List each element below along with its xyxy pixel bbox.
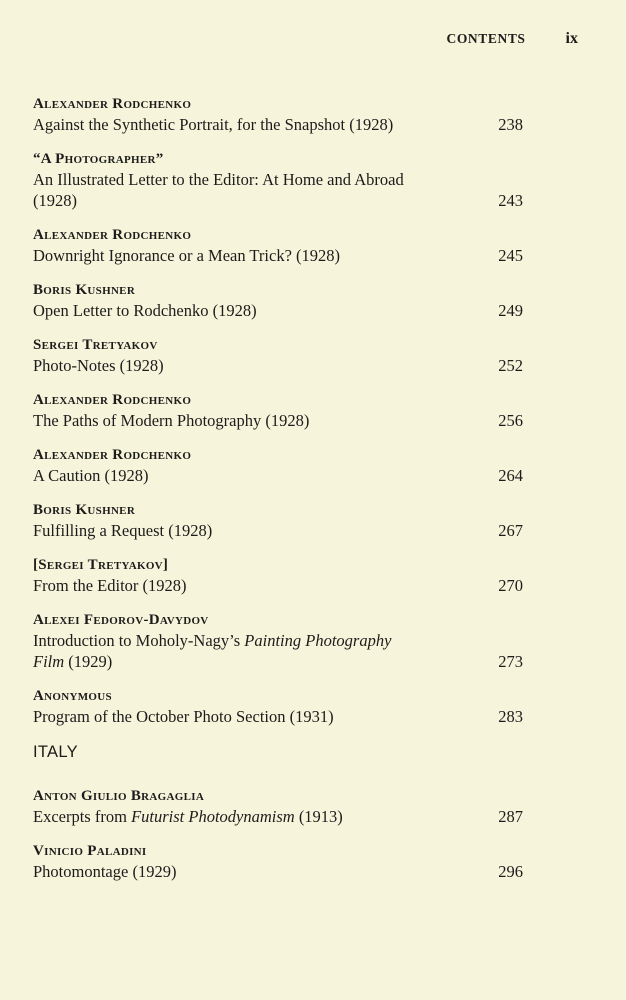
entry-title-line: [33, 520, 523, 541]
entry-title: Downright Ignorance or a Mean Trick? (1928): [33, 246, 341, 265]
table-of-contents: [33, 94, 523, 896]
entry-title-italic: Painting Photography: [244, 631, 392, 650]
entry-title-line: [33, 861, 523, 882]
entry-page: 264: [498, 466, 523, 485]
entry-title: Program of the October Photo Section (1931): [33, 707, 334, 726]
entry-page: 267: [498, 521, 523, 540]
entry-title-line: [33, 806, 523, 827]
entry-author: Sergei Tretyakov: [33, 337, 158, 353]
entry-title-date: (1913): [294, 807, 343, 826]
entry-title-line: [33, 190, 523, 211]
entry-title-italic: Film: [33, 652, 65, 671]
entry-title-italic: Futurist Photodynamism: [131, 807, 295, 826]
entry-author: Alexei Fedorov-Davydov: [33, 612, 209, 628]
running-head: [446, 30, 578, 48]
entry-author: Alexander Rodchenko: [33, 96, 192, 112]
toc-entry: [33, 225, 523, 266]
entry-author: Boris Kushner: [33, 502, 136, 518]
entry-title-line: [33, 355, 523, 376]
entry-page: 245: [498, 246, 523, 265]
entry-title: Fulfilling a Request (1928): [33, 521, 213, 540]
entry-title-line: [33, 630, 523, 651]
toc-entry: [33, 445, 523, 486]
toc-entry: [33, 555, 523, 596]
entry-page: 273: [498, 652, 523, 671]
entry-author: Anonymous: [33, 688, 112, 704]
entry-page: 238: [498, 115, 523, 134]
entry-title-line: [33, 300, 523, 321]
entry-title: Against the Synthetic Portrait, for the Snapshot (1928): [33, 115, 394, 134]
entry-page: 249: [498, 301, 523, 320]
entry-page: 243: [498, 191, 523, 210]
page-folio: ix: [565, 30, 578, 47]
entry-author: Alexander Rodchenko: [33, 392, 192, 408]
entry-title: Photomontage (1929): [33, 862, 177, 881]
entry-page: 283: [498, 707, 523, 726]
toc-entry: [33, 686, 523, 727]
entry-author: Alexander Rodchenko: [33, 227, 192, 243]
entry-title-line: [33, 410, 523, 431]
entry-author: [Sergei Tretyakov]: [33, 557, 169, 573]
section-heading: ITALY: [33, 743, 78, 761]
entry-title: From the Editor (1928): [33, 576, 187, 595]
toc-entry: [33, 335, 523, 376]
entry-title-line: [33, 706, 523, 727]
entry-title: An Illustrated Letter to the Editor: At Home and Abroad: [33, 170, 404, 189]
entry-title-line: [33, 245, 523, 266]
entry-title-line: [33, 465, 523, 486]
entry-title: The Paths of Modern Photography (1928): [33, 411, 310, 430]
toc-entry: [33, 786, 523, 827]
toc-entry: [33, 500, 523, 541]
running-head-label: CONTENTS: [446, 31, 526, 46]
entry-page: 256: [498, 411, 523, 430]
entry-author: Alexander Rodchenko: [33, 447, 192, 463]
entry-title-line: [33, 114, 523, 135]
entry-title-line: [33, 575, 523, 596]
entry-author: Boris Kushner: [33, 282, 136, 298]
toc-entry: [33, 149, 523, 211]
entry-page: 287: [498, 807, 523, 826]
entry-title-line: [33, 169, 523, 190]
entry-page: 296: [498, 862, 523, 881]
entry-author: Anton Giulio Bragaglia: [33, 788, 205, 804]
entry-title: Excerpts from: [33, 807, 132, 826]
entry-title: Photo-Notes (1928): [33, 356, 164, 375]
entry-title: Open Letter to Rodchenko (1928): [33, 301, 257, 320]
entry-author: Vinicio Paladini: [33, 843, 147, 859]
entry-page: 252: [498, 356, 523, 375]
entry-title: A Caution (1928): [33, 466, 149, 485]
entry-title-line: [33, 651, 523, 672]
entry-title: Introduction to Moholy-Nagy’s: [33, 631, 245, 650]
toc-entry: [33, 280, 523, 321]
toc-entry: [33, 841, 523, 882]
toc-entry: [33, 610, 523, 672]
entry-page: 270: [498, 576, 523, 595]
entry-title-continued: (1928): [33, 191, 77, 210]
toc-entry: [33, 94, 523, 135]
toc-entry: [33, 390, 523, 431]
entry-title-date: (1929): [64, 652, 113, 671]
entry-author: “A Photographer”: [33, 151, 164, 167]
